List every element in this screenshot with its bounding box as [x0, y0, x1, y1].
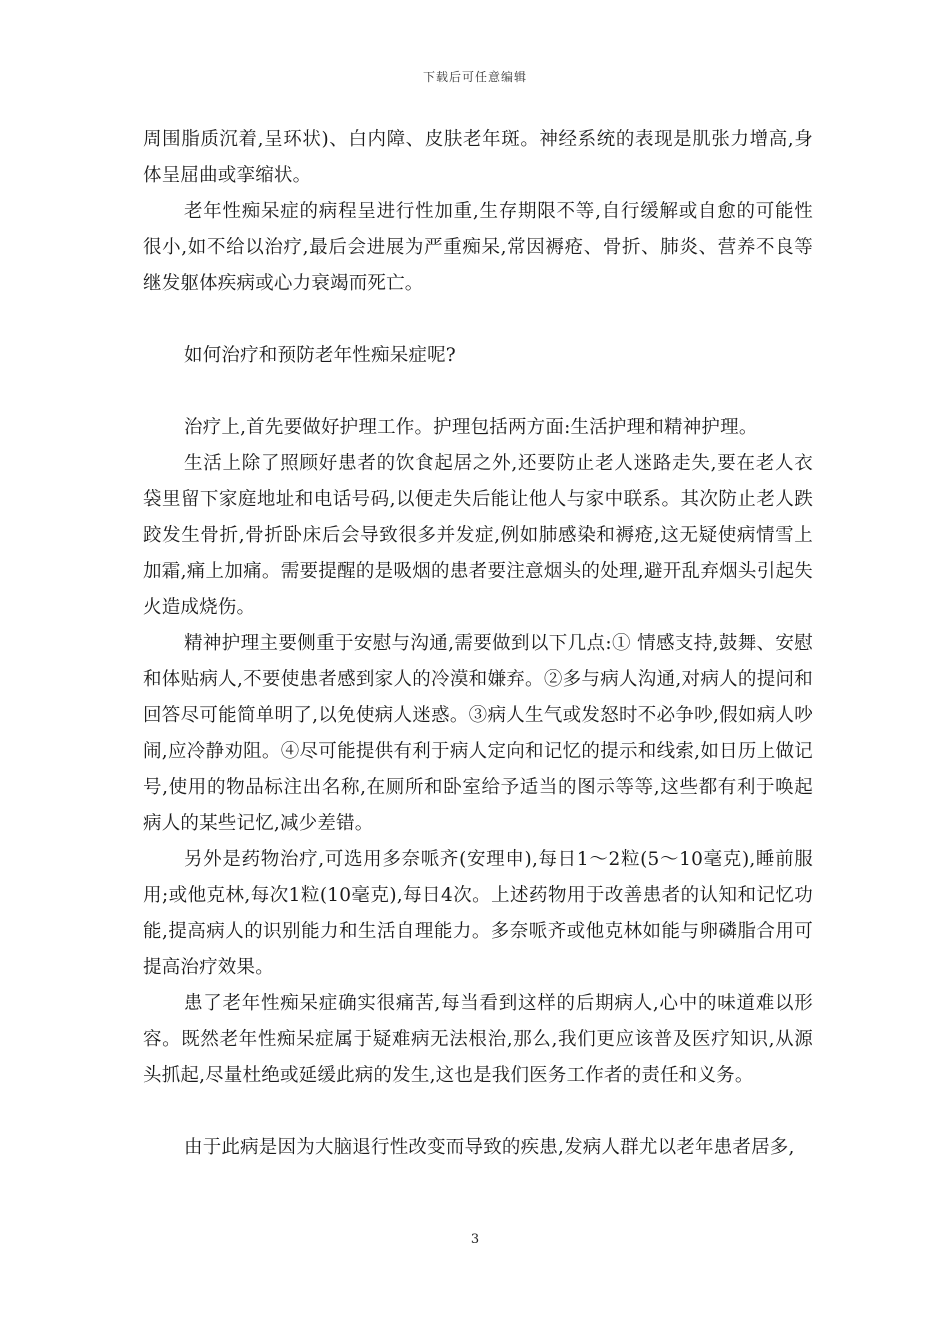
paragraph-treatment-intro: 治疗上,首先要做好护理工作。护理包括两方面:生活护理和精神护理。 [184, 417, 758, 438]
paragraph-mental-care: 精神护理主要侧重于安慰与沟通,需要做到以下几点:① 情感支持,鼓舞、安慰和体贴病人,不要使患者感到家人的冷漠和嫌弃。②多与病人沟通,对病人的提问和回答尽可能简单明了,以免使病人迷惑。③病人生气或发怒时不必争吵,假如病人吵闹,应冷静劝阻。④尽可能提供有利于病人定向和记忆的提示和线索,如日历上做记号,使用的物品标注出名称,在厕所和卧室给予适当的图示等等,这些都有利于唤起病人的某些记忆,减少差错。 [143, 633, 813, 834]
paragraph-course: 老年性痴呆症的病程呈进行性加重,生存期限不等,自行缓解或自愈的可能性很小,如不给以治疗,最后会进展为严重痴呆,常因褥疮、骨折、肺炎、营养不良等继发躯体疾病或心力衰竭而死亡。 [143, 201, 813, 294]
paragraph-conclusion: 患了老年性痴呆症确实很痛苦,每当看到这样的后期病人,心中的味道难以形容。既然老年性痴呆症属于疑难病无法根治,那么,我们更应该普及医疗知识,从源头抓起,尽量杜绝或延缓此病的发生,这也是我们医务工作者的责任和义务。 [143, 993, 813, 1086]
section-question: 如何治疗和预防老年性痴呆症呢? [184, 345, 456, 366]
page-number: 3 [470, 1232, 480, 1247]
document-body [143, 122, 813, 1166]
paragraph-life-care: 生活上除了照顾好患者的饮食起居之外,还要防止老人迷路走失,要在老人衣袋里留下家庭地址和电话号码,以便走失后能让他人与家中联系。其次防止老人跌跤发生骨折,骨折卧床后会导致很多并发症,例如肺感染和褥疮,这无疑使病情雪上加霜,痛上加痛。需要提醒的是吸烟的患者要注意烟头的处理,避开乱弃烟头引起失火造成烧伤。 [143, 453, 813, 618]
paragraph-cause: 由于此病是因为大脑退行性改变而导致的疾患,发病人群尤以老年患者居多, [184, 1137, 795, 1158]
page-header: 下载后可任意编辑 [422, 70, 527, 84]
paragraph-drug-therapy: 另外是药物治疗,可选用多奈哌齐(安理申),每日1～2粒(5～10毫克),睡前服用;或他克林,每次1粒(10毫克),每日4次。上述药物用于改善患者的认知和记忆功能,提高病人的识别能力和生活自理能力。多奈哌齐或他克林如能与卵磷脂合用可提高治疗效果。 [143, 849, 813, 978]
paragraph-continuation: 周围脂质沉着,呈环状)、白内障、皮肤老年斑。神经系统的表现是肌张力增高,身体呈屈曲或挛缩状。 [143, 129, 813, 186]
